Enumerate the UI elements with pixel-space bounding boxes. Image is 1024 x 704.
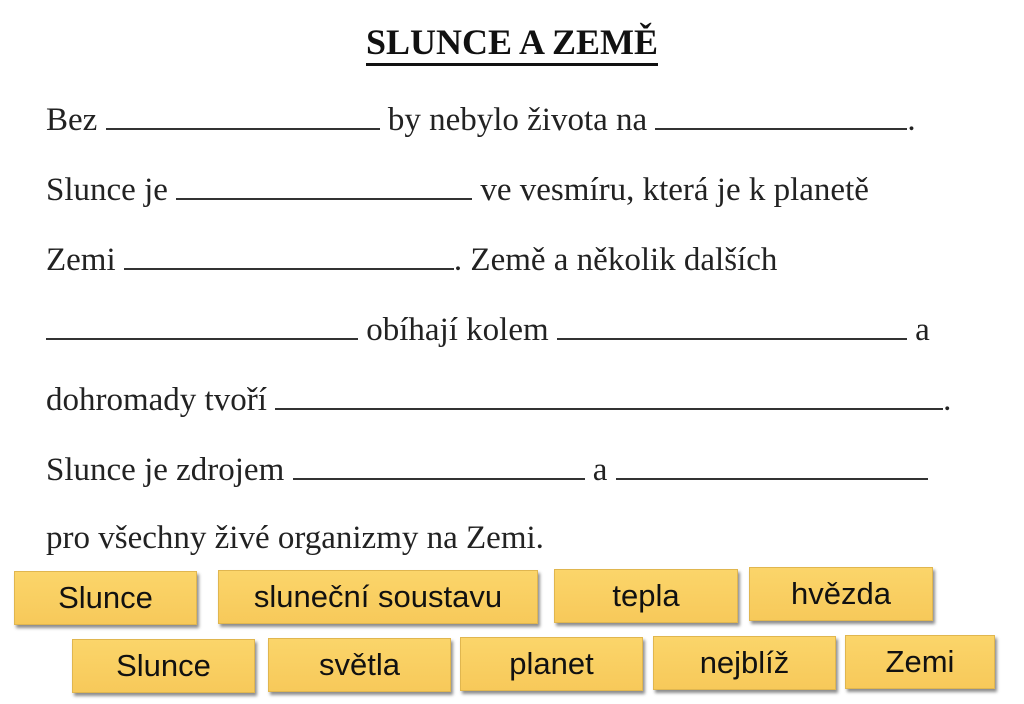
word-tile[interactable]: hvězda [749, 567, 933, 621]
sentence-text: Slunce je [46, 172, 168, 208]
sentence-line-6 [46, 448, 928, 490]
sentence-text: dohromady tvoří [46, 382, 267, 418]
worksheet-title-text: SLUNCE A ZEMĚ [366, 22, 658, 66]
sentence-line-5 [46, 378, 951, 420]
answer-blank-9[interactable] [616, 448, 928, 480]
word-tile[interactable]: sluneční soustavu [218, 570, 538, 624]
answer-blank-7[interactable] [275, 378, 943, 410]
answer-blank-2[interactable] [655, 98, 907, 130]
sentence-line-7 [46, 518, 544, 558]
word-tile[interactable]: planet [460, 637, 643, 691]
answer-blank-1[interactable] [106, 98, 380, 130]
sentence-text: . [943, 382, 952, 418]
sentence-text: by nebylo života na [387, 102, 648, 138]
sentence-text: a [915, 312, 930, 348]
sentence-text: Zemi [46, 242, 116, 278]
word-tile[interactable]: Zemi [845, 635, 995, 689]
word-tile[interactable]: Slunce [14, 571, 197, 625]
answer-blank-4[interactable] [124, 238, 454, 270]
sentence-text: Bez [46, 102, 98, 138]
sentence-line-2 [46, 168, 869, 210]
sentence-text: obíhají kolem [366, 312, 549, 348]
sentence-text: pro všechny živé organizmy na Zemi. [46, 520, 544, 556]
sentence-line-3 [46, 238, 777, 280]
answer-blank-3[interactable] [176, 168, 472, 200]
worksheet-title [0, 18, 1024, 66]
word-tile[interactable]: Slunce [72, 639, 255, 693]
sentence-text: ve vesmíru, která je k planetě [480, 172, 869, 208]
sentence-text: Slunce je zdrojem [46, 452, 285, 488]
sentence-line-1 [46, 98, 916, 140]
word-tile[interactable]: nejblíž [653, 636, 836, 690]
sentence-text: . Země a několik dalších [453, 242, 778, 278]
answer-blank-5[interactable] [46, 308, 358, 340]
sentence-line-4 [46, 308, 930, 350]
answer-blank-8[interactable] [293, 448, 585, 480]
word-tile[interactable]: tepla [554, 569, 738, 623]
sentence-text: a [592, 452, 608, 488]
sentence-text: . [907, 102, 916, 138]
answer-blank-6[interactable] [557, 308, 907, 340]
word-tile[interactable]: světla [268, 638, 451, 692]
